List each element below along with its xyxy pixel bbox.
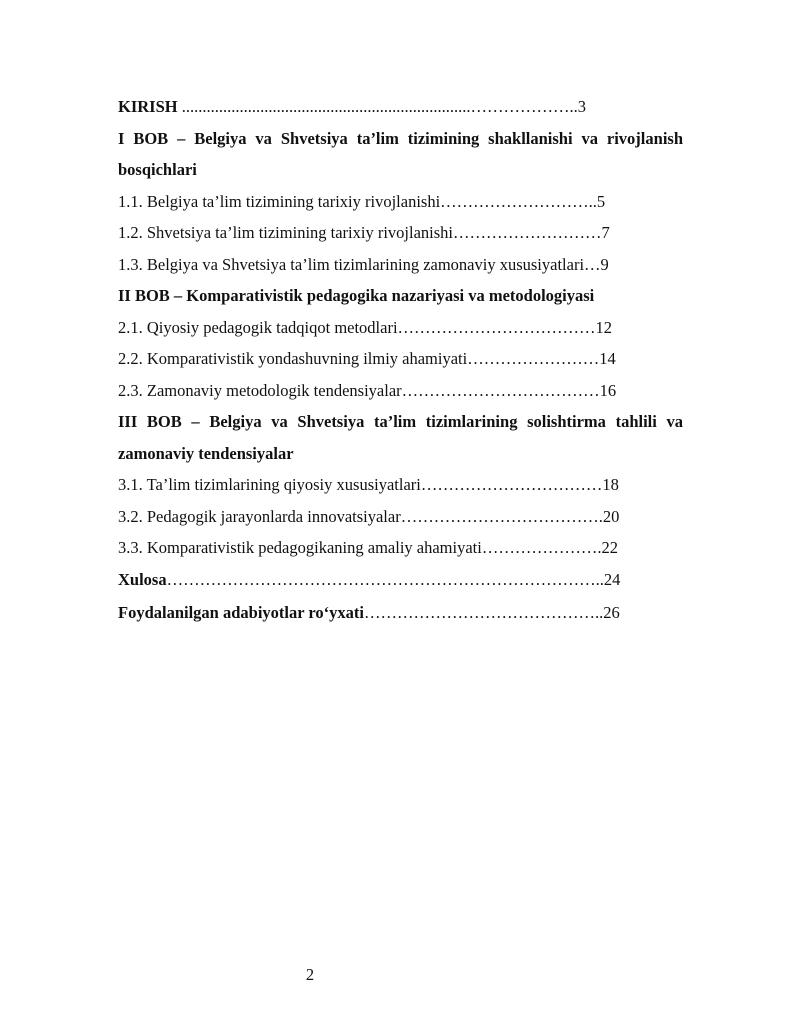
toc-entry-text: 2.2. Komparativistik yondashuvning ilmiy ahamiyati [118, 349, 468, 368]
toc-entry-text: 1.3. Belgiya va Shvetsiya ta’lim tizimlarining zamonaviy xususiyatlari [118, 254, 585, 274]
toc-page: 7 [601, 223, 610, 242]
toc-chapter-2-title: II BOB – Komparativistik pedagogika nazariyasi va metodologiyasi [118, 286, 595, 305]
toc-leader: …………………………… [420, 475, 603, 494]
toc-entry-kirish [118, 91, 683, 123]
toc-page: 16 [599, 380, 617, 400]
toc-entry-3-1 [118, 469, 683, 501]
toc-entry-3-2 [118, 501, 683, 533]
toc-leader: ……………………….. [440, 191, 597, 211]
toc-entry-title: KIRISH [118, 97, 178, 116]
toc-leader: …………………… [467, 349, 600, 368]
toc-entry-2-3 [118, 375, 683, 407]
toc-leader: …………………………………….. [364, 603, 604, 622]
toc-leader: ………………………………. [400, 506, 603, 526]
toc-entry-adabiyotlar [118, 597, 683, 629]
toc-entry-text: 3.1. Ta’lim tizimlarining qiyosiy xususiyatlari [118, 475, 421, 494]
page-number: 2 [305, 965, 315, 984]
toc-page: 5 [596, 191, 606, 211]
toc-entry-text: 3.2. Pedagogik jarayonlarda innovatsiyalar [118, 506, 401, 526]
toc-page: 14 [599, 349, 616, 368]
toc-page: 22 [601, 538, 618, 557]
toc-leader: …………………. [481, 538, 602, 557]
toc-entry-3-3 [118, 532, 683, 564]
toc-entry-1-3 [118, 249, 683, 281]
toc-page: 24 [603, 569, 621, 589]
toc-entry-2-2 [118, 343, 683, 375]
toc-chapter-1-title: I BOB – Belgiya va Shvetsiya ta’lim tizimining shakllanishi va rivojlanish bosqichlari [118, 128, 683, 179]
toc-leader: ......................................................................……………….. [181, 97, 578, 116]
toc-entry-2-1 [118, 312, 683, 344]
toc-page: 3 [577, 97, 586, 116]
toc-page: 26 [603, 603, 620, 622]
toc-entry-text: 3.3. Komparativistik pedagogikaning amaliy ahamiyati [118, 538, 482, 557]
toc-page: 9 [600, 254, 609, 274]
toc-leader: … [584, 254, 601, 274]
toc-entry-title: Xulosa [118, 569, 167, 589]
toc-leader: ……………………………… [397, 317, 596, 337]
toc-entry-1-2 [118, 217, 683, 249]
toc-entry-1-1 [118, 186, 683, 218]
toc-page: 18 [602, 475, 619, 494]
toc-entry-xulosa [118, 564, 683, 596]
toc-entry-text: 2.1. Qiyosiy pedagogik tadqiqot metodlari [118, 317, 398, 337]
toc-leader: ……………………………… [401, 380, 600, 400]
toc-entry-text: 1.1. Belgiya ta’lim tizimining tarixiy rivojlanishi [118, 191, 441, 211]
toc-chapter-3-title: III BOB – Belgiya va Shvetsiya ta’lim tizimlarining solishtirma tahlili va zamonaviy tendensiyalar [118, 412, 683, 463]
toc-leader: ……………………… [453, 223, 602, 242]
toc-leader: …………………………………………………………………….. [166, 569, 604, 589]
toc-entry-text: 2.3. Zamonaviy metodologik tendensiyalar [118, 380, 402, 400]
toc-entry-text: 1.2. Shvetsiya ta’lim tizimining tarixiy rivojlanishi [118, 223, 454, 242]
toc-entry-title: Foydalanilgan adabiyotlar ro‘yxati [118, 603, 365, 622]
toc-page: 20 [602, 506, 620, 526]
toc-page: 12 [595, 317, 613, 337]
table-of-contents [118, 91, 683, 629]
